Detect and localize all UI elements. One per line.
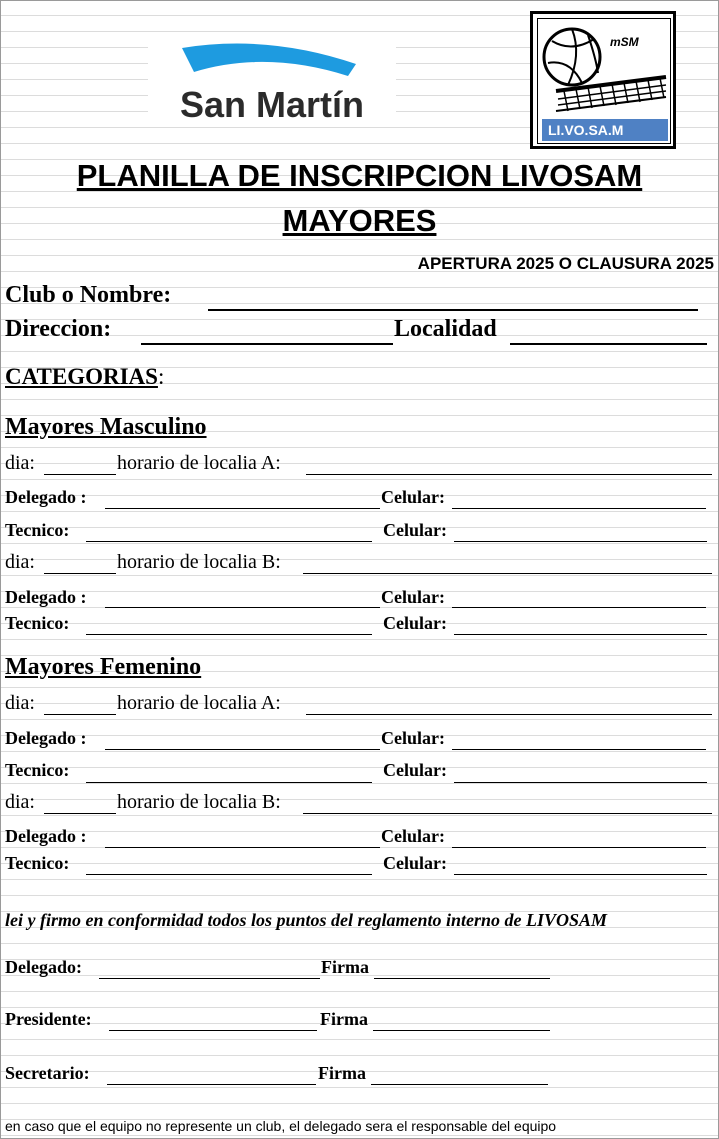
women-b-horario-label: horario de localia B:	[117, 791, 281, 813]
logo-text: San Martín	[179, 84, 365, 125]
sig-presidente-label: Presidente:	[5, 1009, 92, 1029]
women-a-delegado-label: Delegado :	[5, 728, 87, 748]
sig-delegado-field[interactable]	[99, 978, 320, 979]
men-b-tecnico-field[interactable]	[86, 634, 372, 635]
declaration-text: lei y firmo en conformidad todos los puntos del reglamento interno de LIVOSAM	[5, 910, 608, 930]
women-b-delegado-field[interactable]	[105, 847, 380, 848]
badge-mark: mSM	[610, 35, 639, 49]
men-b-horario-field[interactable]	[303, 573, 712, 574]
sig-presidente-field[interactable]	[109, 1030, 317, 1031]
women-b-celular2-label: Celular:	[383, 853, 447, 873]
men-a-dia-field[interactable]	[44, 474, 116, 475]
women-a-tecnico-label: Tecnico:	[5, 760, 70, 780]
address-field[interactable]	[141, 343, 393, 345]
club-field[interactable]	[208, 309, 698, 311]
women-section-title: Mayores Femenino	[5, 654, 202, 680]
logo-arc-icon	[148, 40, 396, 84]
men-a-horario-label: horario de localia A:	[117, 452, 281, 474]
women-a-celular2-label: Celular:	[383, 760, 447, 780]
sig-delegado-label: Delegado:	[5, 957, 82, 977]
men-b-celular1-label: Celular:	[381, 587, 445, 607]
volleyball-net-icon	[538, 19, 670, 119]
sig-secretario-firma-label: Firma	[318, 1063, 366, 1083]
men-b-dia-field[interactable]	[44, 573, 116, 574]
women-a-delegado-field[interactable]	[105, 749, 380, 750]
form-title: PLANILLA DE INSCRIPCION LIVOSAM	[76, 158, 643, 193]
badge-label: LI.VO.SA.M	[542, 119, 668, 141]
men-a-celular1-label: Celular:	[381, 487, 445, 507]
men-b-tecnico-label: Tecnico:	[5, 613, 70, 633]
men-a-horario-field[interactable]	[306, 474, 712, 475]
men-a-celular2-field[interactable]	[454, 541, 707, 542]
sig-presidente-firma-label: Firma	[320, 1009, 368, 1029]
women-a-celular1-field[interactable]	[452, 749, 706, 750]
club-label: Club o Nombre:	[5, 282, 172, 308]
men-a-tecnico-label: Tecnico:	[5, 520, 70, 540]
women-a-celular2-field[interactable]	[454, 782, 707, 783]
women-b-horario-field[interactable]	[303, 813, 712, 814]
men-a-celular1-field[interactable]	[452, 508, 706, 509]
women-b-tecnico-label: Tecnico:	[5, 853, 70, 873]
women-b-celular1-field[interactable]	[452, 847, 706, 848]
women-b-dia-label: dia:	[5, 791, 35, 813]
women-a-dia-field[interactable]	[44, 714, 116, 715]
women-b-celular1-label: Celular:	[381, 826, 445, 846]
men-a-celular2-label: Celular:	[383, 520, 447, 540]
women-b-dia-field[interactable]	[44, 813, 116, 814]
sig-secretario-firma-field[interactable]	[371, 1084, 548, 1085]
sig-secretario-field[interactable]	[107, 1084, 316, 1085]
livosam-badge	[530, 11, 676, 149]
locality-label: Localidad	[394, 316, 497, 342]
men-a-delegado-field[interactable]	[105, 508, 380, 509]
men-b-delegado-field[interactable]	[105, 607, 380, 608]
form-subtitle: MAYORES	[282, 203, 437, 238]
address-label: Direccion:	[5, 316, 112, 342]
women-a-horario-field[interactable]	[306, 714, 712, 715]
badge-inner	[537, 18, 671, 144]
men-b-celular2-field[interactable]	[454, 634, 707, 635]
san-martin-logo	[148, 40, 396, 124]
women-b-celular2-field[interactable]	[454, 874, 707, 875]
locality-field[interactable]	[510, 343, 707, 345]
men-a-delegado-label: Delegado :	[5, 487, 87, 507]
men-b-celular2-label: Celular:	[383, 613, 447, 633]
men-b-dia-label: dia:	[5, 551, 35, 573]
men-a-dia-label: dia:	[5, 452, 35, 474]
men-b-horario-label: horario de localia B:	[117, 551, 281, 573]
women-a-tecnico-field[interactable]	[86, 782, 372, 783]
women-a-celular1-label: Celular:	[381, 728, 445, 748]
women-b-tecnico-field[interactable]	[86, 874, 372, 875]
men-section-title: Mayores Masculino	[5, 414, 207, 440]
sig-delegado-firma-label: Firma	[321, 957, 369, 977]
women-a-horario-label: horario de localia A:	[117, 692, 281, 714]
women-a-dia-label: dia:	[5, 692, 35, 714]
sig-secretario-label: Secretario:	[5, 1063, 90, 1083]
men-a-tecnico-field[interactable]	[86, 541, 372, 542]
men-b-delegado-label: Delegado :	[5, 587, 87, 607]
season-label: APERTURA 2025 O CLAUSURA 2025	[417, 254, 714, 273]
categories-heading: CATEGORIAS:	[5, 364, 165, 389]
footer-note: en caso que el equipo no represente un club, el delegado sera el responsable del equipo	[5, 1118, 557, 1134]
sig-presidente-firma-field[interactable]	[373, 1030, 550, 1031]
sig-delegado-firma-field[interactable]	[374, 978, 550, 979]
women-b-delegado-label: Delegado :	[5, 826, 87, 846]
men-b-celular1-field[interactable]	[452, 607, 706, 608]
